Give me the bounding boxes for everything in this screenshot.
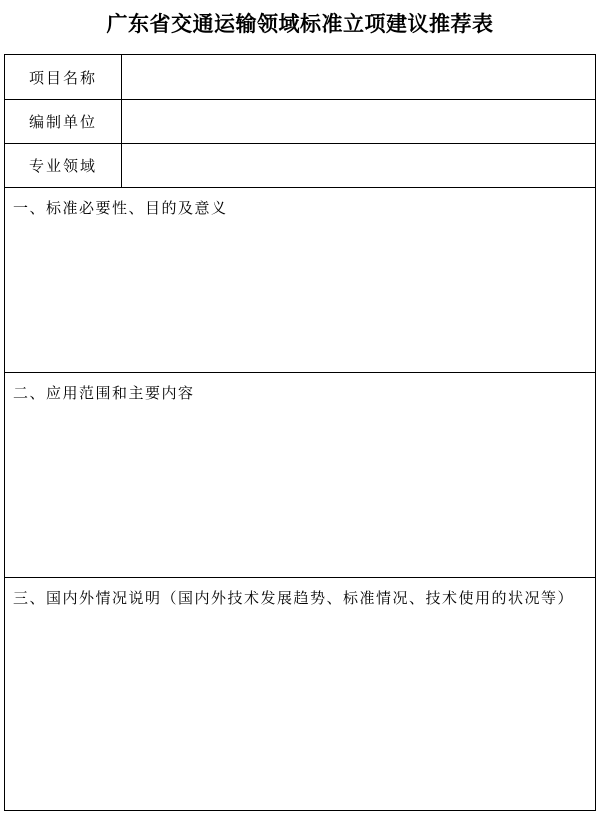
section-necessity-content[interactable]: [5, 222, 595, 372]
form-title: 广东省交通运输领域标准立项建议推荐表: [106, 11, 494, 36]
section-domestic-foreign: [5, 578, 595, 810]
organization-value[interactable]: [122, 100, 595, 143]
organization-label: 编制单位: [5, 100, 122, 143]
recommendation-form: [4, 54, 596, 811]
project-name-value[interactable]: [122, 55, 595, 99]
project-name-label: 项目名称: [5, 55, 122, 99]
professional-field-label: 专业领域: [5, 144, 122, 187]
section-scope-content[interactable]: [5, 407, 595, 577]
section-scope: [5, 373, 595, 578]
professional-field-value[interactable]: [122, 144, 595, 187]
section-domestic-foreign-heading: 三、国内外情况说明（国内外技术发展趋势、标准情况、技术使用的状况等）: [13, 589, 575, 607]
field-row-professional-field: [5, 144, 595, 188]
field-row-project-name: [5, 55, 595, 100]
section-necessity: [5, 188, 595, 373]
section-domestic-foreign-content[interactable]: [5, 612, 595, 810]
section-scope-heading: 二、应用范围和主要内容: [13, 384, 195, 402]
section-necessity-heading: 一、标准必要性、目的及意义: [13, 199, 228, 217]
field-row-organization: [5, 100, 595, 144]
